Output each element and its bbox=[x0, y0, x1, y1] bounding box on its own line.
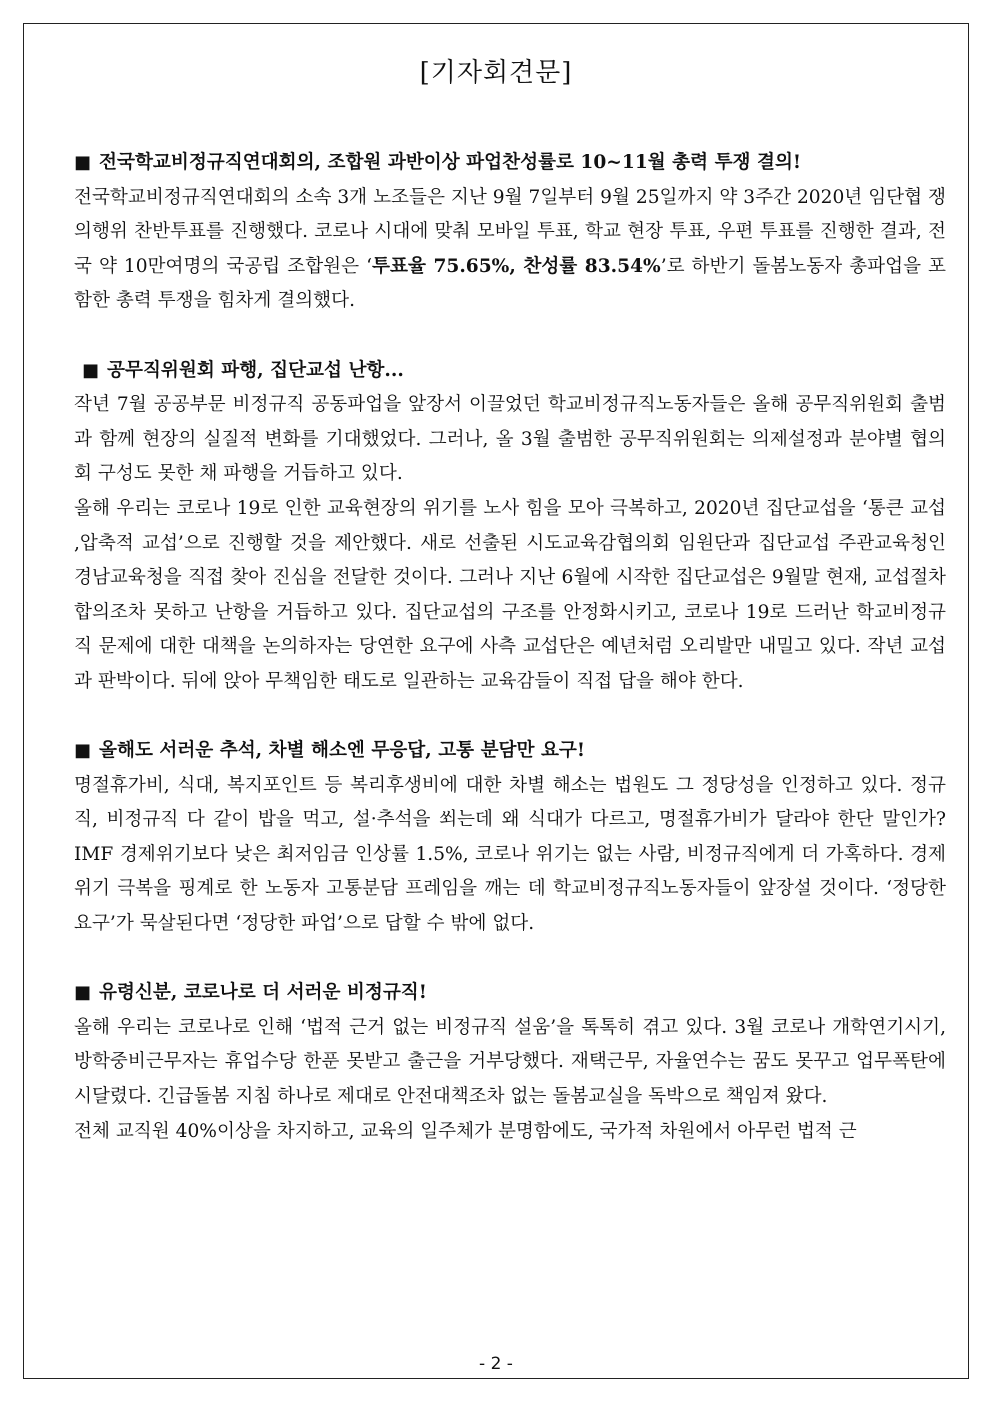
document-body bbox=[74, 146, 946, 1149]
section-2-paragraph-1: 작년 7월 공공부문 비정규직 공동파업을 앞장서 이끌었던 학교비정규직노동자들은 올해 공무직위원회 출범과 함께 현장의 실질적 변화를 기대했었다. 그러나, 올 3월 출범한 공무직위원회는 의제설정과 분야별 협의회 구성도 못한 채 파행을 거듭하고 있다. bbox=[74, 394, 946, 485]
square-bullet-icon: ■ bbox=[74, 982, 92, 1004]
section-4-paragraph-1: 올해 우리는 코로나로 인해 ‘법적 근거 없는 비정규직 설움’을 톡톡히 겪고 있다. 3월 코로나 개학연기시기, 방학중비근무자는 휴업수당 한푼 못받고 출근을 거부당했다. 재택근무, 자율연수는 꿈도 못꾸고 업무폭탄에 시달렸다. 긴급돌봄 지침 하나로 제대로 안전대책조차 없는 돌봄교실을 독박으로 책임져 왔다. bbox=[74, 1016, 946, 1108]
section-2-paragraph-2: 올해 우리는 코로나 19로 인한 교육현장의 위기를 노사 힘을 모아 극복하고, 2020년 집단교섭을 ‘통큰 교섭 ,압축적 교섭’으로 진행할 것을 제안했다. 새로 선출된 시도교육감협의회 임원단과 집단교섭 주관교육청인 경남교육청을 직접 찾아 진심을 전달한 것이다. 그러나 지난 6월에 시작한 집단교섭은 9월말 현재, 교섭절차합의조차 못하고 난항을 거듭하고 있다. 집단교섭의 구조를 안정화시키고, 코로나 19로 드러난 학교비정규직 문제에 대한 대책을 논의하자는 당연한 요구에 사측 교섭단은 예년처럼 오리발만 내밀고 있다. 작년 교섭과 판박이다. 뒤에 앉아 무책임한 태도로 일관하는 교육감들이 직접 답을 해야 한다. bbox=[74, 497, 946, 692]
section-2-heading bbox=[74, 354, 946, 389]
section-1-paragraph bbox=[74, 181, 946, 319]
paragraph-text: 전국학교비정규직연대회의 소속 3개 노조들은 지난 9월 7일부터 9월 25일까지 약 3주간 2020년 임단협 쟁의행위 찬반투표를 진행했다. 코로나 시대에 맞춰 모바일 투표, 학교 현장 투표, 우편 투표를 진행한 결과, 전국 약 10만여명의 국공립 조합원은 ‘ bbox=[74, 186, 946, 277]
section-heading-text: 공무직위원회 파행, 집단교섭 난항... bbox=[107, 359, 404, 381]
square-bullet-icon: ■ bbox=[74, 740, 92, 762]
section-3-paragraph: 명절휴가비, 식대, 복지포인트 등 복리후생비에 대한 차별 해소는 법원도 그 정당성을 인정하고 있다. 정규직, 비정규직 다 같이 밥을 먹고, 설·추석을 쐬는데 왜 식대가 다르고, 명절휴가비가 달라야 한단 말인가? IMF 경제위기보다 낮은 최저임금 인상률 1.5%, 코로나 위기는 없는 사람, 비정규직에게 더 가혹하다. 경제위기 극복을 핑계로 한 노동자 고통분담 프레임을 깨는 데 학교비정규직노동자들이 앞장설 것이다. ‘정당한 요구’가 묵살된다면 ‘정당한 파업’으로 답할 수 밖에 없다. bbox=[74, 774, 946, 935]
square-bullet-icon: ■ bbox=[74, 152, 92, 173]
page-title: [기자회견문] bbox=[419, 58, 573, 88]
section-4-paragraph-2: 전체 교직원 40%이상을 차지하고, 교육의 일주체가 분명함에도, 국가적 차원에서 아무런 법적 근 bbox=[74, 1120, 857, 1142]
square-bullet-icon: ■ bbox=[82, 359, 100, 381]
page-number: - 2 - bbox=[479, 1354, 513, 1374]
section-1-heading bbox=[74, 146, 946, 181]
section-heading-text: 전국학교비정규직연대회의, 조합원 과반이상 파업찬성률로 10~11월 총력 투쟁 결의! bbox=[99, 152, 802, 173]
section-heading-text: 유령신분, 코로나로 더 서러운 비정규직! bbox=[99, 982, 427, 1004]
section-heading-text: 올해도 서러운 추석, 차별 해소엔 무응답, 고통 분담만 요구! bbox=[99, 740, 586, 762]
section-4-heading bbox=[74, 976, 946, 1011]
section-3-heading bbox=[74, 734, 946, 769]
paragraph-text: ’로 하반기 돌봄노동자 총파업을 포함한 총력 투쟁을 힘차게 결의했다. bbox=[74, 255, 947, 312]
vote-result-highlight: 투표율 75.65%, 찬성률 83.54% bbox=[372, 255, 661, 277]
